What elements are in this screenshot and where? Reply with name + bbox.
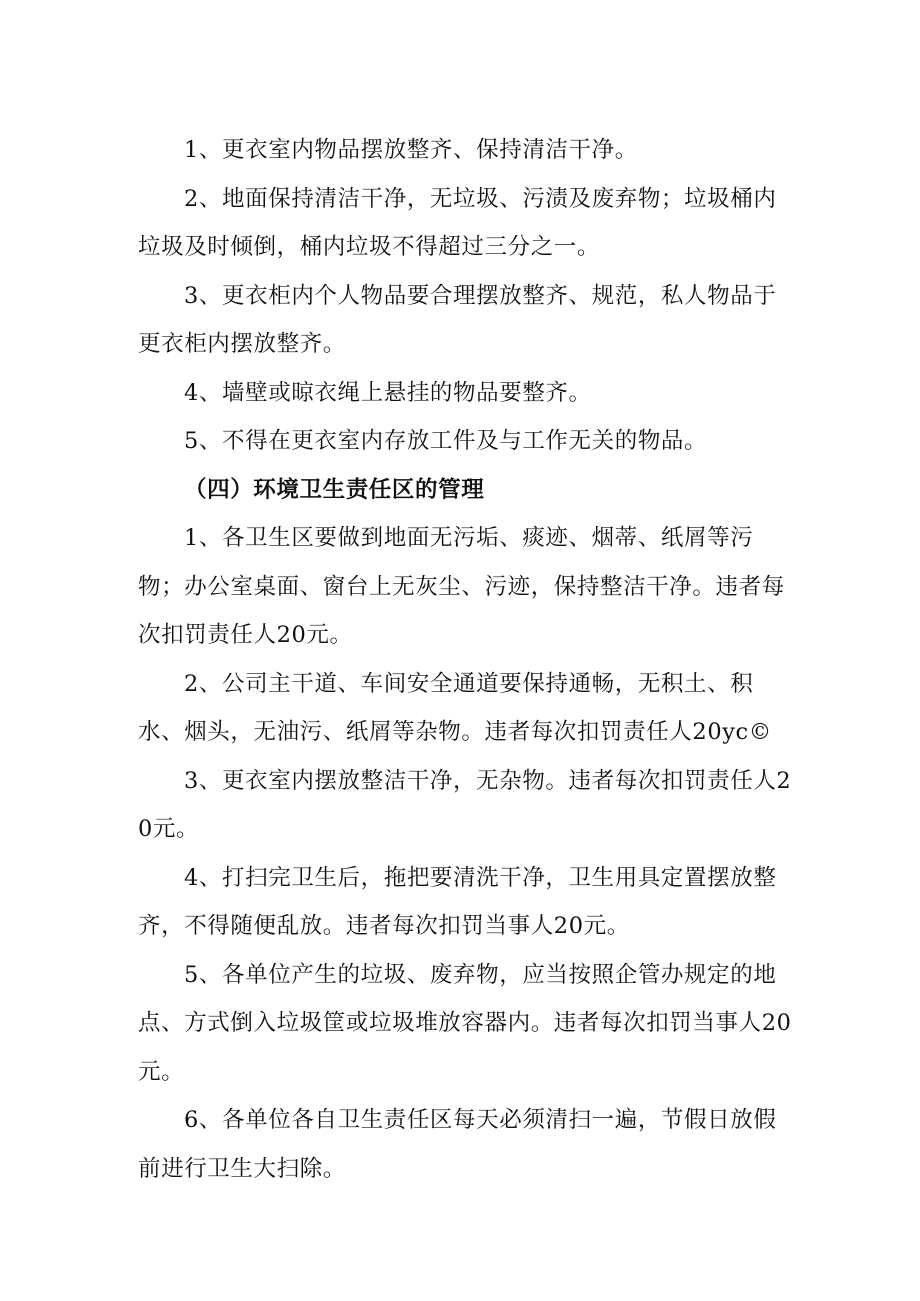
paragraph-item-3: 3、更衣柜内个人物品要合理摆放整齐、规范，私人物品于更衣柜内摆放整齐。 bbox=[138, 282, 777, 357]
section-heading: （四）环境卫生责任区的管理 bbox=[184, 476, 485, 503]
section-paragraph-3: 3、更衣室内摆放整洁干净，无杂物。违者每次扣罚责任人20元。 bbox=[138, 767, 792, 842]
section-paragraph-6: 6、各单位各自卫生责任区每天必须清扫一遍，节假日放假前进行卫生大扫除。 bbox=[138, 1107, 777, 1182]
document-body bbox=[138, 126, 798, 1193]
section-paragraph-1: 1、各卫生区要做到地面无污垢、痰迹、烟蒂、纸屑等污物；办公室桌面、窗台上无灰尘、污迹，保持整洁干净。违者每次扣罚责任人20元。 bbox=[138, 525, 785, 648]
section-paragraph-5: 5、各单位产生的垃圾、废弃物，应当按照企管办规定的地点、方式倒入垃圾筐或垃圾堆放容器内。违者每次扣罚当事人20元。 bbox=[138, 961, 792, 1085]
paragraph-item-2: 2、地面保持清洁干净，无垃圾、污渍及废弃物；垃圾桶内垃圾及时倾倒，桶内垃圾不得超过三分之一。 bbox=[138, 185, 777, 260]
paragraph-item-5: 5、不得在更衣室内存放工件及与工作无关的物品。 bbox=[184, 428, 708, 454]
section-paragraph-4: 4、打扫完卫生后，拖把要清洗干净，卫生用具定置摆放整齐，不得随便乱放。违者每次扣罚当事人20元。 bbox=[138, 864, 777, 939]
paragraph-item-4: 4、墙壁或晾衣绳上悬挂的物品要整齐。 bbox=[184, 379, 592, 406]
paragraph-item-1: 1、更衣室内物品摆放整齐、保持清洁干净。 bbox=[184, 137, 638, 163]
section-paragraph-2: 2、公司主干道、车间安全通道要保持通畅，无积土、积水、烟头，无油污、纸屑等杂物。违者每次扣罚责任人20yc© bbox=[138, 670, 772, 745]
